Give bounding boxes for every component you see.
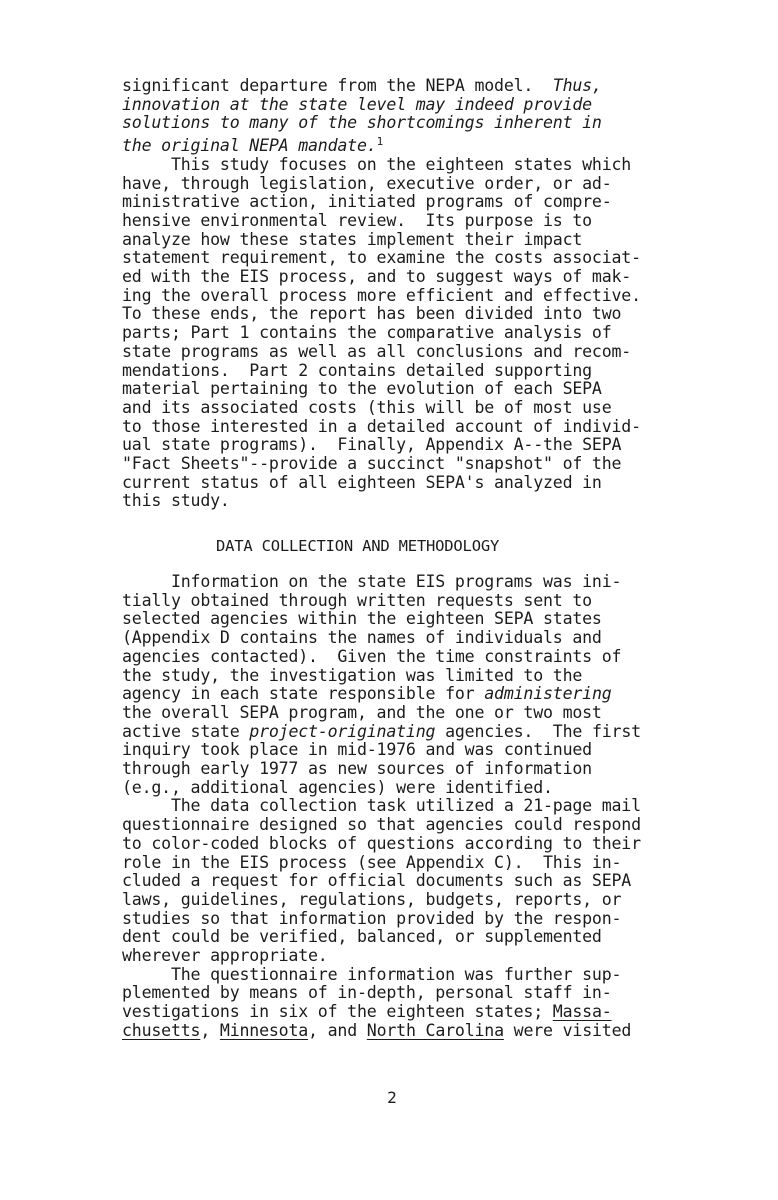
info-line: the study, the investigation was limited to the: [122, 665, 583, 685]
page-number: 2: [387, 1088, 397, 1107]
intro-line-1: significant departure from the NEPA model.: [122, 76, 534, 95]
focus-line: state programs as well as all conclusions and recom-: [122, 341, 632, 361]
underlined-massachusetts-start: Massa-: [552, 1002, 612, 1022]
underlined-minnesota: Minnesota: [219, 1020, 309, 1040]
supplement-tail: were visited: [503, 1020, 632, 1040]
supplement-line: plemented by means of in-depth, personal staff in-: [122, 983, 612, 1003]
info-line: (e.g., additional agencies) were identified.: [122, 777, 553, 797]
info-italic-project-originating: project-originating: [249, 721, 436, 741]
info-line: (Appendix D contains the names of individuals and: [122, 628, 602, 648]
supplement-line: The questionnaire information was further sup-: [122, 964, 622, 984]
focus-line: ed with the EIS process, and to suggest ways of mak-: [122, 267, 632, 287]
info-line: inquiry took place in mid-1976 and was continued: [122, 740, 592, 760]
collection-line: wherever appropriate.: [122, 946, 328, 966]
info-italic-administering: administering: [484, 684, 612, 704]
focus-line: ministrative action, initiated programs of compre-: [122, 192, 612, 212]
info-line: selected agencies within the eighteen SEPA states: [122, 609, 602, 629]
focus-line: analyze how these states implement their impact: [122, 229, 583, 249]
info-line: agency in each state responsible for: [122, 684, 475, 704]
underlined-north-carolina: North Carolina: [366, 1020, 504, 1040]
collection-line: cluded a request for official documents such as SEPA: [122, 871, 632, 891]
focus-line: statement requirement, to examine the costs associat-: [122, 248, 641, 268]
info-line: agencies contacted). Given the time constraints of: [122, 646, 622, 666]
collection-line: to color-coded blocks of questions according to their: [122, 833, 641, 853]
focus-line: hensive environmental review. Its purpose is to: [122, 210, 592, 230]
focus-line: to those interested in a detailed account of individ-: [122, 416, 641, 436]
focus-line: To these ends, the report has been divided into two: [122, 304, 622, 324]
focus-line: "Fact Sheets"--provide a succinct "snapshot" of the: [122, 454, 622, 474]
focus-line: ing the overall process more efficient and effective.: [122, 285, 641, 305]
focus-line: and its associated costs (this will be of most use: [122, 397, 612, 417]
collection-line: laws, guidelines, regulations, budgets, reports, or: [122, 889, 622, 909]
info-line: Information on the state EIS programs was ini-: [122, 572, 622, 591]
collection-line: dent could be verified, balanced, or supplemented: [122, 927, 602, 947]
focus-line: parts; Part 1 contains the comparative analysis of: [122, 323, 612, 343]
collection-line: studies so that information provided by the respon-: [122, 908, 622, 928]
focus-line: this study.: [122, 491, 230, 511]
section-heading: DATA COLLECTION AND METHODOLOGY: [216, 537, 500, 555]
focus-line: material pertaining to the evolution of each SEPA: [122, 379, 602, 399]
body-text-bottom: [122, 573, 692, 1041]
focus-line: This study focuses on the eighteen states which: [122, 154, 632, 174]
focus-line: mendations. Part 2 contains detailed supporting: [122, 360, 592, 380]
info-line: agencies. The first: [445, 721, 641, 741]
info-line: through early 1977 as new sources of information: [122, 759, 592, 779]
focus-line: current status of all eighteen SEPA's analyzed in: [122, 472, 602, 492]
intro-italic-3: solutions to many of the shortcomings inherent in: [122, 113, 602, 133]
intro-italic-4: the original NEPA mandate.: [122, 136, 377, 156]
focus-line: ual state programs). Finally, Appendix A--the SEPA: [122, 435, 622, 455]
info-line: tially obtained through written requests sent to: [122, 590, 592, 610]
collection-line: The data collection task utilized a 21-page mail: [122, 796, 641, 816]
supplement-separator: , and: [308, 1020, 367, 1040]
intro-italic-1: Thus,: [552, 76, 602, 95]
info-line: active state: [122, 721, 240, 741]
underlined-massachusetts-end: chusetts: [122, 1020, 201, 1040]
intro-italic-2: innovation at the state level may indeed provide: [122, 94, 592, 114]
focus-line: have, through legislation, executive order, or ad-: [122, 173, 612, 193]
info-line: the overall SEPA program, and the one or two most: [122, 702, 602, 722]
footnote-marker: 1: [376, 135, 383, 149]
supplement-separator: ,: [200, 1020, 220, 1040]
collection-line: role in the EIS process (see Appendix C). This in-: [122, 852, 622, 872]
collection-line: questionnaire designed so that agencies could respond: [122, 815, 641, 835]
supplement-line: vestigations in six of the eighteen states;: [122, 1002, 543, 1022]
body-text-top: [122, 77, 692, 511]
